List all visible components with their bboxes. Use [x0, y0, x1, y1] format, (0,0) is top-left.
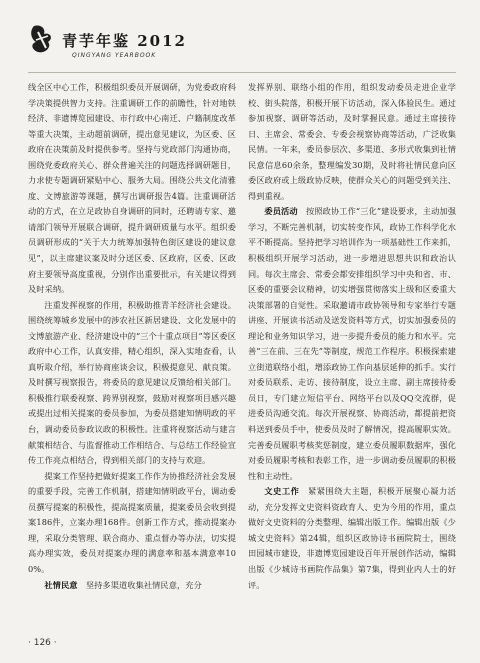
page-number: · 126 ·	[28, 638, 57, 648]
header-divider	[28, 72, 456, 73]
yearbook-logo-icon	[28, 22, 56, 56]
paragraph: 注重发挥视察的作用，积极助推青羊经济社会建设。围绕统筹城乡发展中的涉农社区新居建设、文化发展中的文博旅游产业、经济建设中的“三个十重点项目”等区委区政府中心工作，认真安排，精心组织，深入实地查看，认真听取介绍，举行协商座谈会议，积极提意见、献良策。及时撰写视察报告，将委员的意见建议反馈给相关部门。积极推行联委视察、跨界别视察，鼓励对视察项目感兴趣或提出过相关提案的委员参加，为委员搭建知情明政的平台，调动委员参政议政的积极性。注重将视察活动与建言献策相结合、与监督推动工作相结合、与总结工作经验宣传工作亮点相结合，得到相关部门的支持与欢迎。	[28, 299, 236, 466]
left-column	[28, 80, 236, 593]
section-keyword: 文史工作	[264, 486, 300, 497]
right-column	[248, 80, 456, 593]
paragraph: 线全区中心工作，积极组织委员开展调研，为党委政府科学决策提供智力支持。注重调研工作的前瞻性，针对地铁经济、非遗博览园建设、市行政中心南迁、户籍制度改革等重大决策，主动超前调研，提出意见建议，为区委、区政府在决策前及时提供参考。坚持与党政部门沟通协商，围绕党委政府关心、群众普遍关注的问题选择调研题目，力求使专题调研紧贴中心、服务大局。围绕公共文化清雅度、文博旅游等课题，撰写出调研报告4篇。注重调研活动的方式，在立足政协自身调研的同时，还聘请专家、邀请部门领导开展联合调研，提升调研质量与水平。组织委员调研形成的“关于大力统筹加强特色街区建设的建议意见”，以主席建议案及时分送区委、区政府，区委、区政府主要领导高度重视，分别作出重要批示，有关建议得到及时采纳。	[28, 82, 236, 295]
paragraph	[248, 484, 456, 593]
yearbook-title: 青芋年鉴 2012	[62, 32, 187, 50]
paragraph: 提案工作坚持把做好提案工作作为协推经济社会发展的重要手段，完善工作机制，搭建知情明政平台，调动委员撰写提案的积极性，提高提案质量，提案委员会收到提案186件，立案办理168件。创新工作方式，推动提案办理，采取分类管理、联合商办、重点督办等办法，切实提高办理实效，委员对提案办理的满意率和基本满意率100%。	[28, 470, 236, 574]
page-header	[28, 22, 458, 68]
paragraph-text: 紧紧围绕大主题，积极开展聚心凝力活动，充分发挥文史资料资政育人、史为今用的作用，重点做好文史资料的分类整理、编辑出版工作。编辑出版《少城文史资料》第24辑，组织区政协诗书画院院士，围绕田园城市建设，非遗博览园建设百年开展创作活动，编辑出版《少城诗书画院作品集》第7集，得到业内人士的好评。	[248, 486, 456, 590]
paragraph-text: 按照政协工作“三化”建设要求，主动加强学习，不断完善机制，切实转变作风，政协工作科学化水平不断提高。坚持把学习培训作为一项基础性工作来抓，积极组织开展学习活动，进一步增进思想共识和政治认同。每次主席会、常委会都安排组织学习中央和省、市、区委的重要会议精神，切实增强贯彻落实上级和区委重大决策部署的自觉性。采取邀请市政协领导和专家举行专题讲座、开展读书活动及送发资料等方式，切实加强委员的理论和业务知识学习，进一步提升委员的能力和水平。完善“三在前、三在先”等制度，规范工作程序。积极探索建立街道联络小组，增添政协工作向基层延伸的抓手。实行对委员联系、走访、接待制度，设立主席、副主席接待委员日，专门建立短信平台、网络平台以及QQ交流群，促进委员沟通交流。每次开展视察、协商活动，都提前把资料送到委员手中，使委员及时了解情况，提高履职实效。完善委员履职考核奖惩制度，建立委员履职数据库，强化对委员履职考核和表彰工作，进一步调动委员履职的积极性和主动性。	[248, 206, 456, 481]
section-keyword: 委员活动	[264, 206, 298, 217]
paragraph	[248, 204, 456, 484]
yearbook-subtitle: QINGYANG YEARBOOK	[72, 52, 157, 59]
paragraph-text: 坚持多渠道收集社情民意，充分	[85, 579, 202, 590]
paragraph	[28, 578, 236, 594]
paragraph: 发挥界别、联络小组的作用，组织发动委员走进企业学校、街头院落，积极开展下访活动，深入体验民生。通过参加视察、调研等活动，及时掌握民意。通过主席接待日、主席会、常委会、专委会视察协商等活动，广泛收集民情。一年来，委员参层次、多渠道、多形式收集到社情民意信息60余条，整理编发30期，及时将社情民意向区委区政府或上级政协反映，使群众关心的问题受到关注、得到重视。	[248, 82, 456, 201]
section-keyword: 社情民意	[44, 579, 78, 590]
